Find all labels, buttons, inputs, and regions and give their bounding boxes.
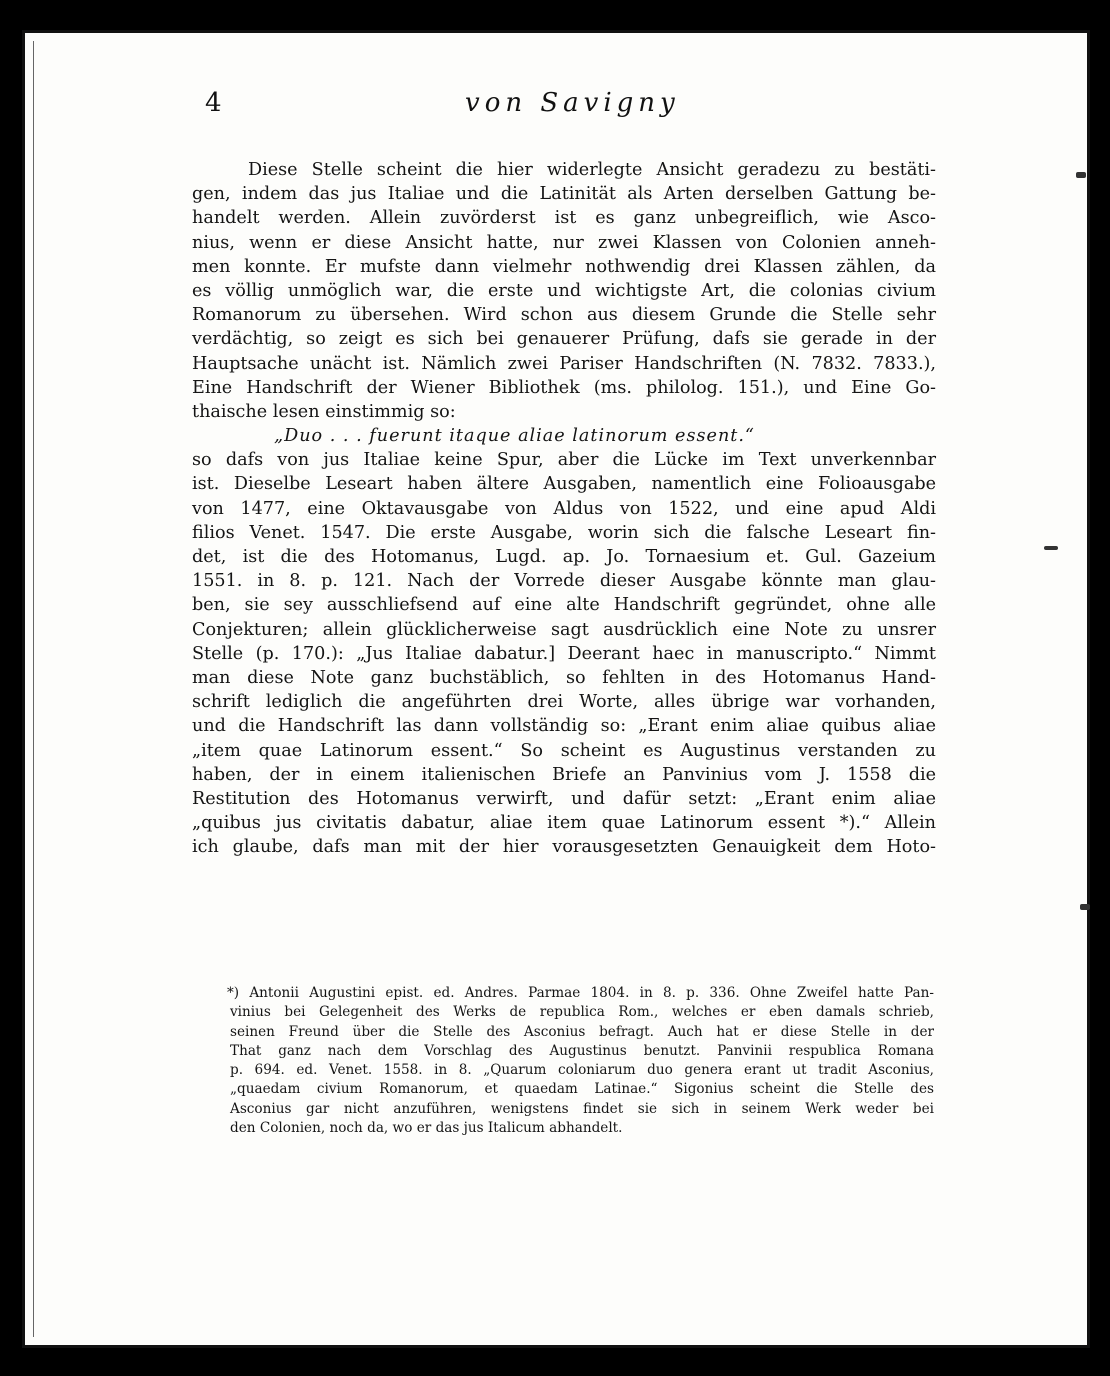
text-line: von 1477, eine Oktavausgabe von Aldus von 1522, und eine apud Aldi (192, 498, 936, 519)
text-line: es völlig unmöglich war, die erste und wichtigste Art, die colonias civium (192, 280, 936, 301)
main-text (192, 158, 936, 859)
page-number: 4 (205, 88, 222, 118)
footnote-line: den Colonien, noch da, wo er das jus Italicum abhandelt. (230, 1120, 623, 1137)
footnote-line: vinius bei Gelegenheit des Werks de republica Rom., welches er eben damals schrieb, (230, 1004, 934, 1021)
margin-mark (1044, 546, 1058, 550)
text-line: ben, sie sey ausschliefsend auf eine alte Handschrift gegründet, ohne alle (192, 595, 936, 616)
text-line: man diese Note ganz buchstäblich, so fehlten in des Hotomanus Hand- (192, 667, 936, 688)
text-line: thaische lesen einstimmig so: (192, 401, 456, 422)
text-line: haben, der in einem italienischen Briefe an Panvinius vom J. 1558 die (192, 764, 936, 785)
text-line: filios Venet. 1547. Die erste Ausgabe, worin sich die falsche Leseart fin- (192, 522, 936, 543)
margin-mark (1080, 904, 1090, 910)
text-line: det, ist die des Hotomanus, Lugd. ap. Jo. Tornaesium et. Gul. Gazeium (192, 547, 936, 567)
text-line: Romanorum zu übersehen. Wird schon aus diesem Grunde die Stelle sehr (192, 305, 936, 326)
margin-mark (1076, 172, 1086, 178)
footnote-line: *) Antonii Augustini epist. ed. Andres. Parmae 1804. in 8. p. 336. Ohne Zweifel hatte Pan- (227, 985, 934, 1001)
text-line: ich glaube, dafs man mit der hier vorausgesetzten Genauigkeit dem Hoto- (192, 837, 936, 858)
footnote-line: „quaedam civium Romanorum, et quaedam Latinae.“ Sigonius scheint die Stelle des (230, 1081, 934, 1098)
text-line: Conjekturen; allein glücklicherweise sagt ausdrücklich eine Note zu unsrer (192, 619, 936, 640)
text-line: und die Handschrift las dann vollständig so: „Erant enim aliae quibus aliae (192, 716, 936, 737)
text-line: Hauptsache unächt ist. Nämlich zwei Pariser Handschriften (N. 7832. 7833.), (192, 353, 936, 374)
text-line: handelt werden. Allein zuvörderst ist es ganz unbegreiflich, wie Asco- (192, 208, 936, 229)
text-line: gen, indem das jus Italiae und die Latinität als Arten derselben Gattung be- (192, 184, 936, 205)
text-line: Diese Stelle scheint die hier widerlegte Ansicht geradezu zu bestäti- (248, 160, 936, 180)
footnote-line: That ganz nach dem Vorschlag des Augustinus benutzt. Panvinii respublica Romana (230, 1042, 934, 1059)
quotation-line: „Duo . . . fuerunt itaque aliae latinorum essent.“ (274, 426, 755, 447)
running-head: von Savigny (465, 88, 680, 118)
text-line: „item quae Latinorum essent.“ So scheint es Augustinus verstanden zu (192, 740, 936, 761)
text-line: „quibus jus civitatis dabatur, aliae item quae Latinorum essent *).“ Allein (192, 813, 936, 834)
text-line: Eine Handschrift der Wiener Bibliothek (ms. philolog. 151.), und Eine Go- (192, 377, 936, 398)
text-line: Restitution des Hotomanus verwirft, und dafür setzt: „Erant enim aliae (192, 788, 936, 809)
text-line: schrift lediglich die angeführten drei Worte, alles übrige war vorhanden, (192, 692, 936, 713)
text-line: verdächtig, so zeigt es sich bei genauerer Prüfung, dafs sie gerade in der (192, 329, 936, 350)
footnote-line: p. 694. ed. Venet. 1558. in 8. „Quarum coloniarum duo genera erant ut tradit Asconius, (230, 1062, 934, 1079)
text-line: ist. Dieselbe Leseart haben ältere Ausgaben, namentlich eine Folioausgabe (192, 474, 936, 495)
footnote-line: seinen Freund über die Stelle des Asconius befragt. Auch hat er diese Stelle in der (230, 1023, 934, 1040)
text-line: 1551. in 8. p. 121. Nach der Vorrede dieser Ausgabe könnte man glau- (192, 571, 936, 592)
text-line: men konnte. Er mufste dann vielmehr nothwendig drei Klassen zählen, da (192, 256, 936, 277)
text-line: Stelle (p. 170.): „Jus Italiae dabatur.] Deerant haec in manuscripto.“ Nimmt (192, 643, 936, 664)
text-line: so dafs von jus Italiae keine Spur, aber die Lücke im Text unverkennbar (192, 450, 936, 471)
page-header (205, 88, 725, 128)
footnote-block (227, 984, 934, 1138)
text-line: nius, wenn er diese Ansicht hatte, nur zwei Klassen von Colonien anneh- (192, 232, 936, 253)
footnote-line: Asconius gar nicht anzuführen, wenigstens findet sie sich in seinem Werk weder bei (230, 1100, 934, 1117)
